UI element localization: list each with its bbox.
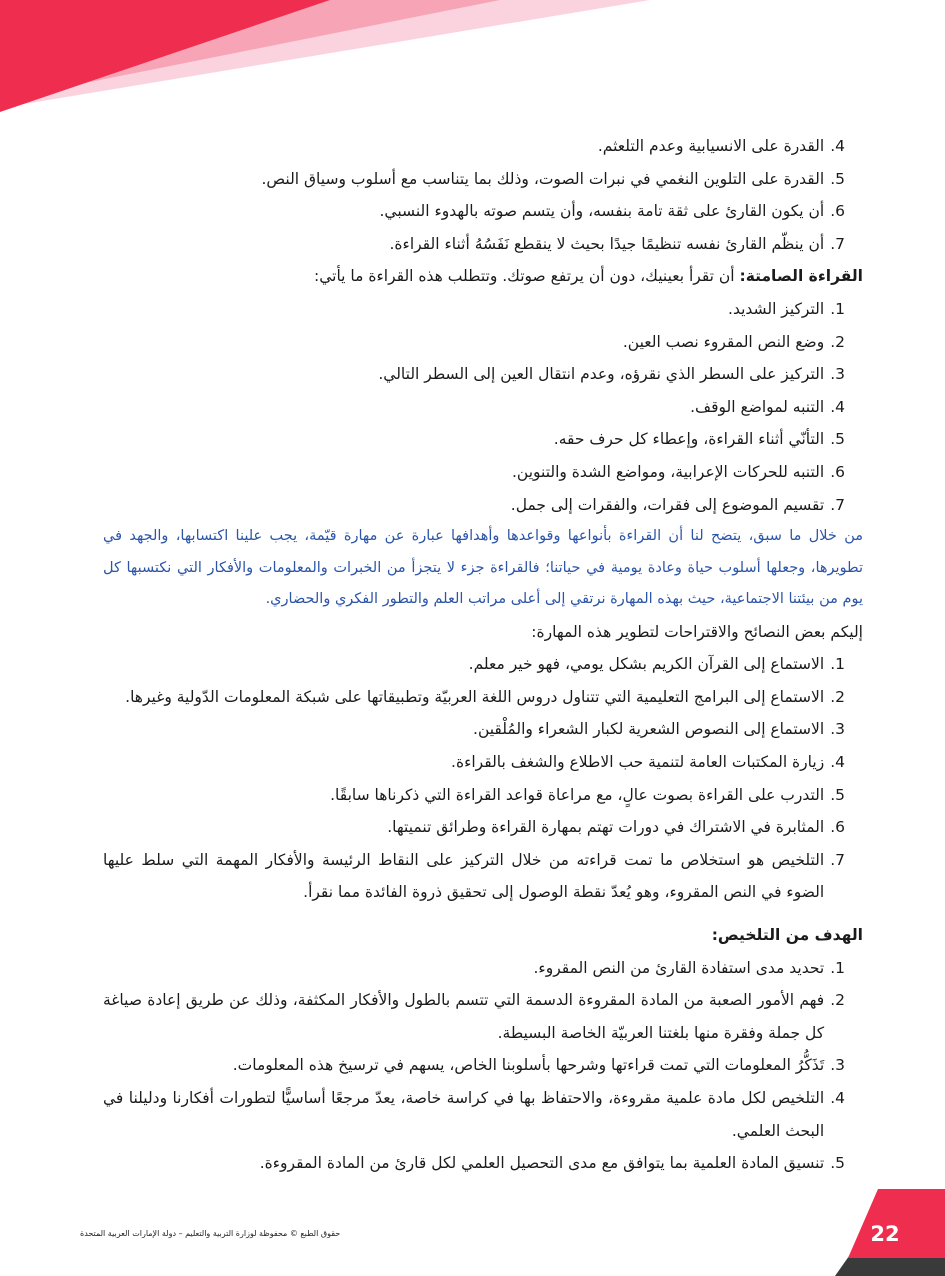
list-item: 5. التدرب على القراءة بصوت عالٍ، مع مراعاة قواعد القراءة التي ذكرناها سابقًا. bbox=[330, 785, 845, 804]
list-item: 4. التنبه لمواضع الوقف. bbox=[690, 397, 845, 416]
list-item: 2. فهم الأمور الصعبة من المادة المقروءة الدسمة التي تتسم بالطول والأفكار المكثفة، وذلك عن طريق إعادة صياغة كل جملة وفقرة منها بلغتنا العربيّة الخاصة البسيطة. bbox=[103, 991, 845, 1042]
list-item: 6. المثابرة في الاشتراك في دورات تهتم بمهارة القراءة وطرائق تنميتها. bbox=[387, 818, 845, 837]
list-item: 7. التلخيص هو استخلاص ما تمت قراءته من خلال التركيز على النقاط الرئيسة والأفكار المهمة التي سلط عليها الضوء في النص المقروء، وهو يُعدّ نقطة الوصول إلى تحقيق ذروة الفائدة مما نقرأ. bbox=[103, 850, 845, 902]
list-item: 4. التلخيص لكل مادة علمية مقروءة، والاحتفاظ بها في كراسة خاصة، يعدّ مرجعًا أساسيًّا لتطورات أفكارنا ودليلنا في البحث العلمي. bbox=[103, 1088, 845, 1140]
summary-paragraph: من خلال ما سبق، يتضح لنا أن القراءة بأنواعها وقواعدها وأهدافها عبارة عن مهارة قيّمة، يجب علينا اكتسابها، والجهد في تطويرها، وجعلها أسلوب حياة وعادة يومية في حياتنا؛ فالقراءة جزء لا يتجزأ من الخبرات والمعلومات والأفكار التي نكتسبها كل يوم من بيئتنا الاجتماعية، حيث بهذه المهارة نرتقي إلى أعلى مراتب العلم والتطور الفكري والحضاري. bbox=[103, 528, 863, 608]
list-item: 5. تنسيق المادة العلمية بما يتوافق مع مدى التحصيل العلمي لكل قارئ من المادة المقروءة. bbox=[259, 1154, 845, 1173]
silent-reading-intro: القراءة الصامتة: أن تقرأ بعينيك، دون أن يرتفع صوتك. وتتطلب هذه القراءة ما يأتي: bbox=[313, 267, 863, 286]
header-decoration bbox=[0, 0, 945, 120]
page-number: 22 bbox=[870, 1222, 900, 1246]
copyright-notice: حقوق الطبع © محفوظة لوزارة التربية والتعليم – دولة الإمارات العربية المتحدة bbox=[80, 1229, 341, 1238]
list-item: 7. أن ينظّم القارئ نفسه تنظيمًا جيدًا بحيث لا ينقطع نَفَسُهُ أثناء القراءة. bbox=[389, 234, 845, 253]
list-item: 4. زيارة المكتبات العامة لتنمية حب الاطلاع والشغف بالقراءة. bbox=[451, 753, 845, 771]
list-item: 3. تَذَكُّرُ المعلومات التي تمت قراءتها وشرحها بأسلوبنا الخاص، يسهم في ترسيخ هذه المعلومات. bbox=[232, 1056, 845, 1075]
list-item: 2. وضع النص المقروء نصب العين. bbox=[622, 332, 845, 351]
list-item: 1. الاستماع إلى القرآن الكريم بشكل يومي، فهو خير معلم. bbox=[468, 655, 845, 674]
list-item: 1. تحديد مدى استفادة القارئ من النص المقروء. bbox=[533, 958, 845, 977]
list-item: 2. الاستماع إلى البرامج التعليمية التي تتناول دروس اللغة العربيّة وتطبيقاتها على شبكة المعلومات الدّولية وغيرها. bbox=[125, 687, 845, 706]
silent-reading-label: القراءة الصامتة: bbox=[739, 267, 863, 286]
list-item: 3. الاستماع إلى النصوص الشعرية لكبار الشعراء والمُلْقين. bbox=[473, 720, 845, 739]
list-item: 3. التركيز على السطر الذي نقرؤه، وعدم انتقال العين إلى السطر التالي. bbox=[378, 365, 845, 384]
list-item: 6. أن يكون القارئ على ثقة تامة بنفسه، وأن يتسم صوته بالهدوء النسبي. bbox=[379, 202, 845, 221]
list-item: 4. القدرة على الانسيابية وعدم التلعثم. bbox=[597, 137, 845, 155]
list-item: 7. تقسيم الموضوع إلى فقرات، والفقرات إلى جمل. bbox=[510, 495, 845, 514]
tips-intro: إليكم بعض النصائح والاقتراحات لتطوير هذه المهارة: bbox=[531, 622, 863, 641]
summary-goal-heading: الهدف من التلخيص: bbox=[711, 925, 863, 944]
page-content bbox=[103, 130, 863, 1180]
list-item: 1. التركيز الشديد. bbox=[728, 299, 845, 318]
list-item: 5. التأنّي أثناء القراءة، وإعطاء كل حرف حقه. bbox=[553, 430, 845, 449]
list-item: 5. القدرة على التلوين النغمي في نبرات الصوت، وذلك بما يتناسب مع أسلوب وسياق النص. bbox=[261, 169, 845, 188]
list-item: 6. التنبه للحركات الإعرابية، ومواضع الشدة والتنوين. bbox=[511, 462, 845, 481]
